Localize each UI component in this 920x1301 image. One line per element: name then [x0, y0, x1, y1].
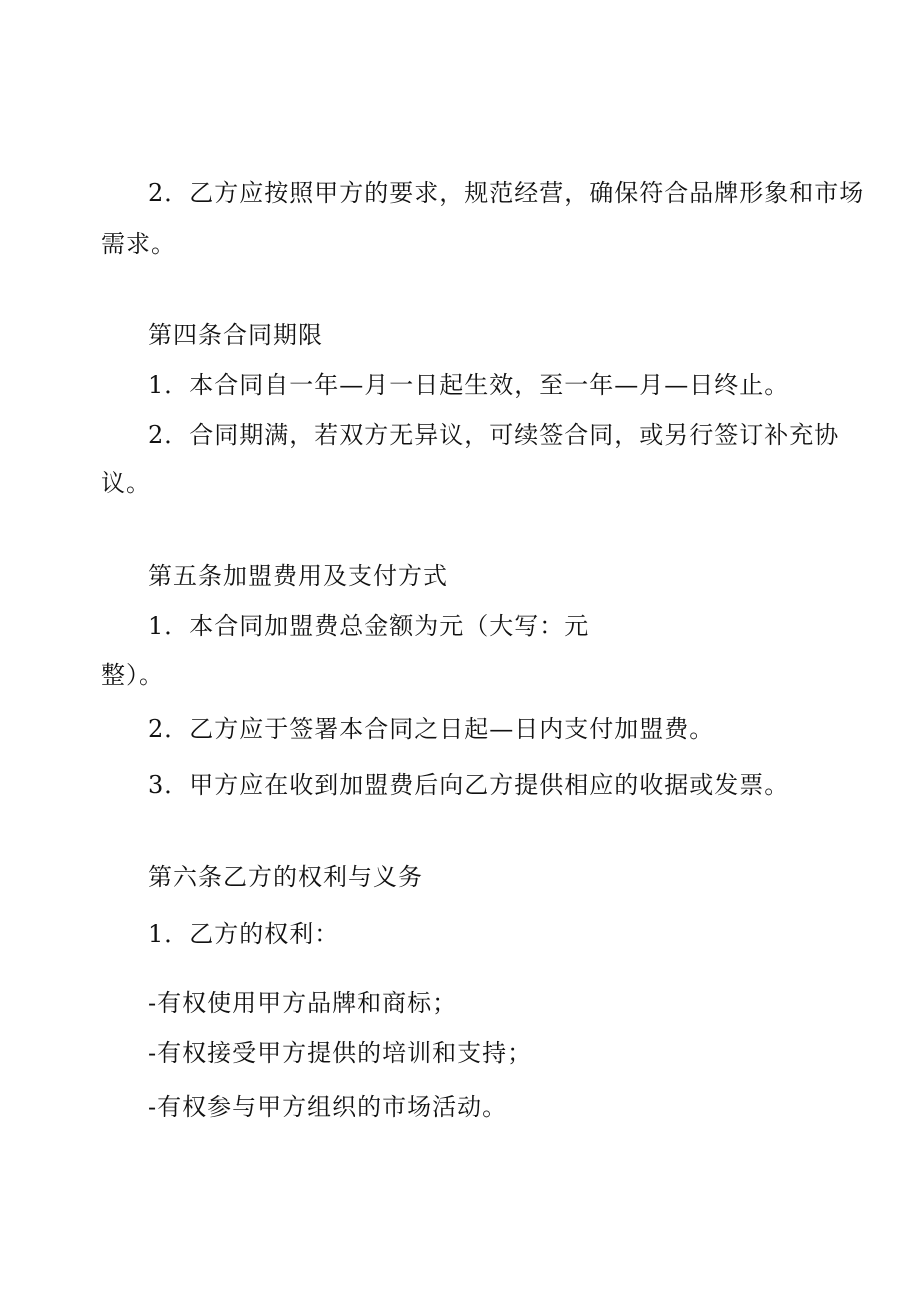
article-6-right-3: -有权参与甲方组织的市场活动。 — [148, 1093, 508, 1121]
article-5-heading: 第五条加盟费用及支付方式 — [148, 562, 448, 590]
article-6-heading: 第六条乙方的权利与义务 — [148, 863, 423, 891]
article-5-item-3: 3．甲方应在收到加盟费后向乙方提供相应的收据或发票。 — [148, 771, 790, 799]
article-4-item-2-continued: 议。 — [101, 469, 151, 497]
paragraph-item-2-continued: 需求。 — [101, 230, 176, 258]
article-5-item-1-continued: 整）。 — [101, 661, 164, 689]
paragraph-item-2: 2．乙方应按照甲方的要求，规范经营，确保符合品牌形象和市场 — [148, 179, 865, 207]
article-6-right-1: -有权使用甲方品牌和商标； — [148, 989, 458, 1017]
article-6-item-1: 1．乙方的权利： — [148, 920, 340, 948]
article-4-item-1: 1．本合同自一年—月一日起生效，至一年—月—日终止。 — [148, 371, 790, 399]
article-4-heading: 第四条合同期限 — [148, 321, 323, 349]
article-6-right-2: -有权接受甲方提供的培训和支持； — [148, 1039, 533, 1067]
article-5-item-2: 2．乙方应于签署本合同之日起—日内支付加盟费。 — [148, 715, 715, 743]
article-4-item-2: 2．合同期满，若双方无异议，可续签合同，或另行签订补充协 — [148, 421, 840, 449]
article-5-item-1: 1．本合同加盟费总金额为元（大写：元 — [148, 612, 590, 640]
